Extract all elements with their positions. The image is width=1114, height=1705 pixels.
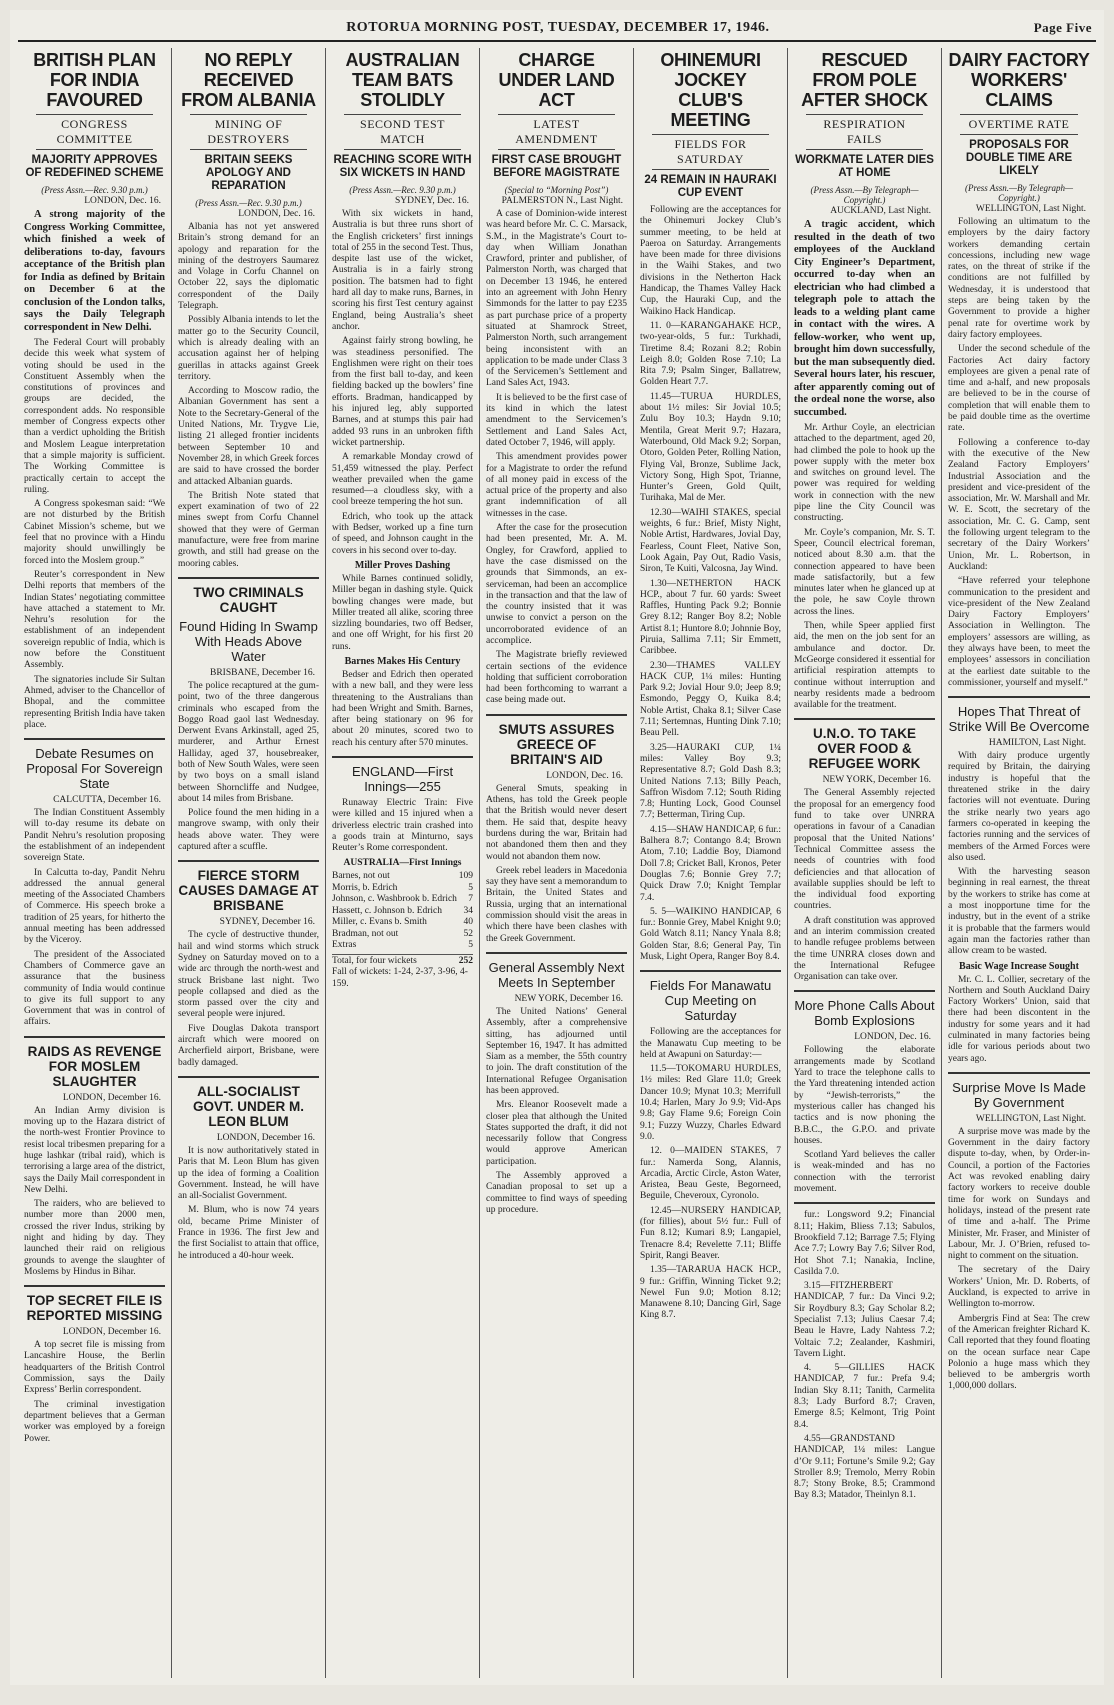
column-6	[788, 48, 942, 1678]
article-paragraph: A case of Dominion-wide interest was heard before Mr. C. C. Marsack, S.M., in the Magistrate’s Court to-day when William Jonathan Crawford, printer and publisher, of Palmerston North, was charged that on December 13 1946, he entered into an agreement with John Henry Simmonds for the latter to pay £235 as part purchase price of a property situated at Shamrock Street, Palmerston North, such arrangement being inconsistent with an application to be made under Class 3 of the Servicemen’s Settlement and Land Sales Act, 1943.	[486, 209, 627, 389]
article-dateline: PALMERSTON N., Last Night.	[501, 196, 623, 206]
article-paragraph: Following an ultimatum to the employers by the dairy factory workers demanding certain concessions, including new wage rates, on the threat of strike if the conditions are not fulfilled by Wednesday, it is understood that steps are being taken by the Government to provide a higher penal rate for overtime work by dairy factory employees.	[948, 217, 1090, 340]
article-paragraph: 2.30—THAMES VALLEY HACK CUP, 1¼ miles: Hunting Park 9.2; Jovial Hour 9.0; Jeep 8.9; Esmondo, Peggy O, Kuika 8.4; Noble Artist, Chaka 8.1; Silver Case 7.11; Sertemnas, Hunting Dink 7.10; Beau Pell.	[640, 660, 781, 739]
article-paragraph: 12. 0—MAIDEN STAKES, 7 fur.: Namerda Song, Alannis, Arcadia, Arctic Circle, Aston Water, Aristea, Beau Geste, Begorneed, Beguile, Cheveroux, Cyronolo.	[640, 1146, 781, 1202]
article-dateline: NEW YORK, December 16.	[514, 993, 623, 1004]
article-dateline: WELLINGTON, Last Night.	[975, 204, 1086, 214]
article-headline: Surprise Move Is Made By Government	[952, 1079, 1086, 1110]
article-dateline: SYDNEY, December 16.	[219, 917, 315, 928]
article-paragraph: With six wickets in hand, Australia is but three runs short of the English cricketers’ first innings total of 255 in the second Test. Thus, despite last use of the wicket, Australia is in a fairly strong position. The batsmen had to fight hard all day to make runs, Barnes, in scoring his first Test century against England, being Australia’s sheet anchor.	[332, 209, 473, 332]
article-deck: PROPOSALS FOR DOUBLE TIME ARE LIKELY	[965, 139, 1073, 177]
article	[178, 585, 319, 862]
article-paragraph: Bedser and Edrich then operated with a new ball, and they were less threatening to the Australians than had been Wright and Smith. Barnes, after being stationary on 96 for about 20 minutes, scored two to reach his century after 570 minutes.	[332, 669, 473, 748]
article-paragraph: General Smuts, speaking in Athens, has told the Greek people that the British would never desert them. He said that, despite heavy burdens during the war, Britain had not abandoned them then and they would not abandon them now.	[486, 783, 627, 862]
article	[948, 50, 1090, 698]
article-paragraph: A Congress spokesman said: “We are not disturbed by the British Cabinet Mission’s scheme, but we feel that no province with a Hindu majority should unwillingly be forced into the Moslem group.”	[24, 499, 165, 566]
page-number: Page Five	[1033, 20, 1092, 35]
masthead	[18, 16, 1096, 42]
article-paragraph: Albania has not yet answered Britain’s strong demand for an apology and reparation for the mining of the destroyers Saumarez and Volage in Corfu Channel on October 22, says the diplomatic correspondent of the Daily Telegraph.	[178, 222, 319, 312]
column-1	[18, 48, 172, 1678]
article-headline: RESCUED FROM POLE AFTER SHOCK	[801, 50, 928, 110]
article-paragraph: M. Blum, who is now 74 years old, became Prime Minister of France in 1936. The first Jew and the first Socialist to attain that office, he introduced a 40-hour week.	[178, 1205, 319, 1261]
article-paragraph: 4. 5—GILLIES HACK HANDICAP, 7 fur.: Prefa 9.4; Indian Sky 8.11; Tanith, Carmelita 8.3; Lady Burford 8.7; Craven, Emerge 8.5; Kelmont, Trig Point 8.4.	[794, 1363, 935, 1430]
article-paragraph: 5. 5—WAIKINO HANDICAP, 6 fur.: Bonnie Grey, Mabel Knight 9.0; Gold Watch 8.11; Nancy Ynala 8.8; Golden Star, 8.6; General Pay, Tin Musk, Light Opera, Ranger Boy 8.4.	[640, 906, 781, 962]
total-runs: 252	[458, 955, 473, 966]
article-paragraph: 1.35—TARARUA HACK HCP., 9 fur.: Griffin, Winning Ticket 9.2; Newel Fun 9.0; Motion 8.12; Manawene 8.10; Dancing Girl, Sage King 8.7.	[640, 1265, 781, 1321]
article-paragraph: Police found the men hiding in a mangrove swamp, with only their heads above water. They were captured after a scuffle.	[178, 808, 319, 853]
batsman-name: Johnson, c. Washbrook b. Edrich	[332, 894, 457, 905]
article-paragraph: The police recaptured at the gum-point, two of the three dangerous criminals who escaped from the Boggo Road gaol last Wednesday. Derwent Evans Arkinstall, aged 25, murderer, and Arthur Ernest Halliday, aged 37, housebreaker, both of New South Wales, were seen by two boys on a small island between Shorncliffe and Nudgee, about 14 miles from Brisbane.	[178, 680, 319, 804]
article-dateline: SYDNEY, Dec. 16.	[395, 196, 469, 206]
article	[24, 1293, 165, 1452]
article-headline: U.N.O. TO TAKE OVER FOOD & REFUGEE WORK	[808, 726, 921, 772]
column-5	[634, 48, 788, 1678]
article	[640, 50, 781, 972]
article-paragraph: Against fairly strong bowling, he was steadiness personified. The Englishmen were right on their toes from the first ball to-day, and keen fielding backed up the bowlers’ fine efforts. Bradman, handicapped by his injured leg, ably supported Barnes, and at stumps this pair had added 93 runs in an unbroken fifth wicket partnership.	[332, 336, 473, 448]
scoreboard-row	[332, 929, 473, 941]
article-paragraph: The Magistrate briefly reviewed certain sections of the evidence holding that sufficient corroboration had been forthcoming to warrant a case being made out.	[486, 650, 627, 706]
article-paragraph: Possibly Albania intends to let the matter go to the Security Council, which is already dealing with an accusation against her of helping guerillas in attacks against Greek territory.	[178, 315, 319, 382]
article-credit: (Press Assn.—Rec. 9.30 p.m.)	[195, 198, 302, 208]
article-crosshead: Barnes Makes His Century	[344, 655, 461, 667]
article-subhead: FIELDS FOR SATURDAY	[652, 134, 769, 170]
article-deck: FIRST CASE BROUGHT BEFORE MAGISTRATE	[491, 154, 622, 179]
article-headline: General Assembly Next Meets In September	[488, 959, 625, 990]
article-headline: FIERCE STORM CAUSES DAMAGE AT BRISBANE	[178, 868, 319, 914]
cricket-scoreboard	[332, 858, 473, 991]
article	[332, 764, 473, 998]
scoreboard-row	[332, 883, 473, 895]
scoreboard-total	[332, 954, 473, 968]
article-paragraph: With the harvesting season beginning in real earnest, the threat by the workers to strike has come at a most inopportune time for the industry, but in the event of a strike it is probable that the farmers would again man the factories rather than allow cream to be wasted.	[948, 867, 1090, 957]
article-paragraph: The British Note stated that expert examination of two of 22 mines swept from Corfu Channel showed that they were of German manufacture, were free from marine growth, and still had grease on the mooring cables.	[178, 490, 319, 569]
article-paragraph: fur.: Longsword 9.2; Financial 8.11; Hakim, Bliess 7.13; Sabulos, Brookfield 7.12; Barrage 7.5; Flying Ace 7.7; Lowry Bay 7.6; Silver Rod, Hot Shot 7.1; Nanakia, Incline, Casilda 7.0.	[794, 1210, 935, 1277]
article-dateline: LONDON, Dec. 16.	[546, 770, 623, 781]
article-paragraph: A draft constitution was approved and an interim commission created to handle refugee problems between the time UNRRA closes down and the International Refugee Organisation can take over.	[794, 915, 935, 983]
article-paragraph: The criminal investigation department believes that a German worker was employed by a foreign Power.	[24, 1399, 165, 1444]
article-paragraph: 3.25—HAURAKI CUP, 1¼ miles: Valley Boy 9.3; Representative 8.7; Gold Dash 8.3; United Nations 7.13; Billy Peach, Saffron Wisdom 7.12; South Riding 7.8; Hunting Lock, Good Counsel 7.7; Betterman, Tiring Cup.	[640, 742, 781, 821]
batsman-name: Bradman, not out	[332, 928, 399, 939]
article	[794, 998, 935, 1204]
batsman-runs: 7	[468, 894, 473, 905]
batsman-runs: 52	[463, 928, 473, 939]
scoreboard-row	[332, 906, 473, 918]
article-deck: WORKMATE LATER DIES AT HOME	[795, 154, 934, 179]
article-paragraph: Mr. Arthur Coyle, an electrician attached to the department, aged 20, had climbed the pole to hook up the power supply with the meter box and switches on ground level. The power was required for welding work in connection with the new pipe line the City Council was constructing.	[794, 423, 935, 524]
article-paragraph: Edrich, who took up the attack with Bedser, worked up a fine turn of speed, and Johnson caught in the covers in his second over to-day.	[332, 511, 473, 556]
article-paragraph: Ambergris Find at Sea: The crew of the American freighter Richard K. Call reported that they found floating on the ocean surface near Cape Polonio a huge mass which they believed to be ambergris worth 1,000,000 dollars.	[948, 1313, 1090, 1392]
masthead-title: ROTORUA MORNING POST, TUESDAY, DECEMBER 17, 1946.	[346, 20, 770, 35]
article-paragraph: The raiders, who are believed to number more than 2000 men, crossed the river Indus, striking by night and hiding by day. They launched their raid on religious grounds to avenge the slaughter of Moslems by Hindus in Bihar.	[24, 1199, 165, 1277]
article-paragraph: The Assembly approved a Canadian proposal to set up a committee to find ways of speeding up procedure.	[486, 1171, 627, 1215]
article-paragraph: The president of the Associated Chambers of Commerce gave an assurance that the business community of India would continue to give its full support to any Government that was in control of affairs.	[24, 949, 165, 1028]
article-paragraph: The cycle of destructive thunder, hail and wind storms which struck Sydney on Saturday moved on to a wide arc through the north-west and struck Brisbane last night. Two people collapsed and died as the storm passed over the city and several people were injured.	[178, 930, 319, 1020]
article-paragraph: In Calcutta to-day, Pandit Nehru addressed the annual general meeting of the Associated Chambers of Commerce. His speech broke a tradition of 25 years, for hitherto the annual meeting has been addressed by the Viceroy.	[24, 867, 165, 946]
article-paragraph: The Indian Constituent Assembly will to-day resume its debate on Pandit Nehru’s resolution proposing the establishment of an independent sovereign State.	[24, 808, 165, 864]
article-deck: MAJORITY APPROVES OF REDEFINED SCHEME	[25, 154, 164, 179]
article-dateline: HAMILTON, Last Night.	[988, 738, 1086, 749]
article-paragraph: While Barnes continued solidly, Miller began in dashing style. Quick bowling changes were made, but Miller treated all alike, scoring three sizzling boundaries, two off Bedser, and one off Wright, for his first 20 runs.	[332, 573, 473, 652]
article-subhead: SECOND TEST MATCH	[344, 114, 461, 150]
batsman-name: Miller, c. Evans b. Smith	[332, 917, 427, 928]
article	[948, 1080, 1090, 1400]
article-subhead: MINING OF DESTROYERS	[190, 114, 307, 150]
article-credit: (Press Assn.—Rec. 9.30 p.m.)	[41, 185, 148, 195]
article	[794, 1210, 935, 1508]
article-paragraph: The secretary of the Dairy Workers’ Union, Mr. D. Roberts, of Auckland, is expected to arrive in Wellington to-morrow.	[948, 1265, 1090, 1310]
batsman-runs: 109	[458, 871, 473, 882]
article	[178, 868, 319, 1078]
article-paragraph: Following are the acceptances for the Ohinemuri Jockey Club’s summer meeting, to be held at Paeroa on Saturday. Arrangements have been made for three divisions in the Waihi Stakes, and two divisions in the Netherton Hack Handicap, the Thames Valley Hack Cup, the Hauraki Cup, and the Waikino Hack Handicap.	[640, 205, 781, 317]
column-2	[172, 48, 326, 1678]
article-paragraph: Following a conference to-day with the executive of the New Zealand Factory Employers’ Industrial Association and the president and vice-president of the association, Mr. W. Marshall and Mr. W. E. Scott, the secretary of the association, Mr. C. G. Camp, sent the following urgent telegram to the secretary of the Dairy Workers’ Union, Mr. L. Robertson, in Auckland:	[948, 437, 1090, 572]
article-credit: (Press Assn.—By Telegraph—Copyright.)	[810, 185, 919, 205]
article-headline: More Phone Calls About Bomb Explosions	[794, 998, 935, 1029]
column-7	[942, 48, 1096, 1678]
article	[24, 50, 165, 740]
article-credit: (Press Assn.—Rec. 9.30 p.m.)	[349, 185, 456, 195]
article-paragraph: After the case for the prosecution had been presented, Mr. A. M. Ongley, for Crawford, applied to have the case dismissed on the grounds that Simmonds, an ex-serviceman, had been an accomplice in the transaction and that the law of the country insisted that it was unwise to convict a person on the uncorroborated evidence of an accomplice.	[486, 523, 627, 646]
article-dateline: BRISBANE, December 16.	[209, 667, 315, 678]
article-subhead: RESPIRATION FAILS	[806, 114, 923, 150]
article-paragraph: Under the second schedule of the Factories Act dairy factory employees are given a penal rate of time and a-half, and new proposals are believed to be in the course of completion that will enable them to be paid double time as the overtime rate.	[948, 344, 1090, 434]
article-paragraph: Then, while Speer applied first aid, the men on the job sent for an ambulance and doctor. Dr. McGeorge considered it essential for artificial respiration attempts to continue without interruption and nearby residents made a bedroom available for the treatment.	[794, 621, 935, 711]
article	[794, 726, 935, 992]
article-dateline: LONDON, Dec. 16.	[854, 1032, 931, 1043]
article-paragraph: A surprise move was made by the Government in the dairy factory dispute to-day, when, by Order-in-Council, a portion of the Factories Act was revoked enabling dairy factory workers to receive double time for work on Sundays and holidays, instead of the present rate of time and a-half. The Prime Minister, Mr. Fraser, and Minister of Labour, Mr. J. O’Brien, refused to-night to comment on the situation.	[948, 1126, 1090, 1262]
article-paragraph: Following are the acceptances for the Manawatu Cup meeting to be held at Awapuni on Saturday:—	[640, 1027, 781, 1060]
article-headline: ENGLAND—First Innings—255	[351, 764, 454, 795]
column-3	[326, 48, 480, 1678]
article-paragraph: Greek rebel leaders in Macedonia say they have sent a memorandum to Britain, the United States and Russia, urging that an international commission should visit the areas in which there have been clashes with the Greek Government.	[486, 865, 627, 944]
article-paragraph: The Federal Court will probably decide this week what system of voting should be used in the Constituent Assembly when the constitutions of provinces and groups are decided, the correspondent adds. No responsible member of Congress expects other than a verdict upholding the British and Moslem League interpretation that a simple majority is sufficient. The Working Committee is practically certain to accept the ruling.	[24, 338, 165, 495]
article-dateline: LONDON, Dec. 16.	[238, 209, 315, 219]
scoreboard-row	[332, 894, 473, 906]
batsman-name: Morris, b. Edrich	[332, 882, 398, 893]
batsman-runs: 5	[468, 882, 473, 893]
article-deck: Found Hiding In Swamp With Heads Above Water	[179, 618, 318, 664]
article-paragraph: A remarkable Monday crowd of 51,459 witnessed the play. Perfect weather prevailed when the game resumed—a cloudless sky, with a cool breeze tempering the hot sun.	[332, 452, 473, 508]
total-label: Total, for four wickets	[332, 955, 417, 966]
article-credit: (Special to “Morning Post”)	[504, 185, 609, 195]
article-paragraph: A top secret file is missing from Lancashire House, the Berlin headquarters of the British Control Commission, says the Daily Express’ Berlin correspondent.	[24, 1340, 165, 1396]
article-paragraph: 4.15—SHAW HANDICAP, 6 fur.: Balhera 8.7; Contango 8.4; Brown Atom, 7.10; Laddie Boy, Diamond Doll 7.8; Cricket Ball, Kronos, Peter Douglas 7.6; Bonnie Grey 7.7; Quick Draw 7.0; Knight Templar 7.4.	[640, 824, 782, 903]
article	[486, 722, 627, 954]
article-paragraph: 3.15—FITZHERBERT HANDICAP, 7 fur.: Da Vinci 9.2; Sir Roydbury 8.3; Gay Scholar 8.2; Specialist 7.13; Julius Caesar 7.4; Beau le Havre, Lady Nahtess 7.2; Voltaic 7.2; Zealander, Kashmiri, Tavern Light.	[794, 1281, 935, 1359]
scoreboard-row	[332, 917, 473, 929]
scoreboard-row	[332, 940, 473, 952]
article-headline: CHARGE UNDER LAND ACT	[498, 50, 615, 110]
article-paragraph: Mrs. Eleanor Roosevelt made a closer plea that although the United States supported the draft, it did not necessarily follow that Congress would approve American participation.	[486, 1100, 627, 1167]
article-dateline: AUCKLAND, Last Night.	[830, 206, 931, 216]
article-headline: TWO CRIMINALS CAUGHT	[193, 584, 304, 615]
article-paragraph: This amendment provides power for a Magistrate to order the refund of all money paid in excess of the actual price of the property and also grant indemnification of all witnesses in the case.	[486, 452, 627, 519]
article-dateline: NEW YORK, December 16.	[822, 775, 931, 786]
article-paragraph: 11. 0—KARANGAHAKE HCP., two-year-olds, 5 fur.: Turkhadi, Tiretime 8.4; Rozani 8.2; Robin Leigh 8.0; Golden Rose 7.10; La Rita 7.9; Psalm Singer, Ballatrew, Golden Heart 7.7.	[640, 320, 781, 388]
batsman-name: Hassett, c. Johnson b. Edrich	[332, 905, 443, 916]
newspaper-page	[10, 10, 1104, 1685]
article-paragraph: Scotland Yard believes the caller is weak-minded and has no connection with the terrorist movement.	[794, 1150, 935, 1195]
article-headline: Debate Resumes on Proposal For Sovereign State	[26, 746, 163, 792]
article-paragraph: It is now authoritatively stated in Paris that M. Leon Blum has given up the idea of forming a Coalition Government. Instead, he will have an all-Socialist Government.	[178, 1145, 319, 1202]
article-subhead: OVERTIME RATE	[960, 114, 1078, 135]
article-headline: RAIDS AS REVENGE FOR MOSLEM SLAUGHTER	[27, 1043, 162, 1089]
scoreboard-row	[332, 871, 473, 883]
article-paragraph: According to Moscow radio, the Albanian Government has sent a Note to the Secretary-General of the United Nations, Mr. Trygve Lie, listing 21 alleged frontier incidents between September 10 and November 28, in which Greek forces are said to have crossed the border and attacked Albanian guards.	[178, 386, 319, 487]
columns	[18, 48, 1096, 1678]
article-headline: NO REPLY RECEIVED FROM ALBANIA	[181, 50, 316, 110]
article-subhead: CONGRESS COMMITTEE	[36, 114, 153, 150]
batsman-runs: 5	[468, 940, 473, 951]
article-dateline: LONDON, Dec. 16.	[84, 196, 161, 206]
article-paragraph: Five Douglas Dakota transport aircraft which were moored on Archerfield airport, Brisbane, were badly damaged.	[178, 1023, 319, 1068]
article-paragraph: With dairy produce urgently required by Britain, the dairying industry is hopeful that the threatened strike in the dairy factories will not eventuate. During the strike nearly two years ago farmers co-operated in keeping the factories running and the services of members of the Armed Forces were also used.	[948, 751, 1090, 863]
article-subhead: LATEST AMENDMENT	[498, 114, 615, 150]
article-dateline: LONDON, December 16.	[62, 1327, 161, 1338]
batsman-runs: 40	[463, 917, 473, 928]
article-credit: (Press Assn.—By Telegraph—Copyright.)	[965, 183, 1073, 203]
article	[24, 746, 165, 1038]
article-crosshead: Miller Proves Dashing	[354, 559, 451, 571]
article	[486, 50, 627, 716]
article-paragraph: Reuter’s correspondent in New Delhi reports that members of the Indian States’ negotiating committee have attached a statement to Mr. Nehru’s resolution for the establishment of an independent sovereign republic of India, which is now before the Constituent Assembly.	[24, 569, 165, 671]
article-paragraph: It is believed to be the first case of its kind in which the latest amendment to the Servicemen’s Settlement and Land Sales Act, dated October 7, 1946, will apply.	[486, 392, 627, 448]
article	[486, 960, 627, 1223]
article-paragraph: 12.45—NURSERY HANDICAP, (for fillies), about 5½ fur.: Full of Fun 8.12; Kumari 8.9; Langapiel, Trenacre 8.4; Revelette 7.11; Bliffe Spirit, Rangi Beaver.	[640, 1205, 781, 1261]
article-dateline: WELLINGTON, Last Night.	[975, 1113, 1086, 1124]
article-paragraph: Mr. C. L. Collier, secretary of the Northern and South Auckland Dairy Factory Workers’ Union, said that there had been discontent in the industry for some years and it had culminated in many factories being idle for various periods about two years ago.	[948, 974, 1090, 1064]
article-paragraph: The signatories include Sir Sultan Ahmed, adviser to the Chancellor of Bhopal, and the committee representing British India have taken place.	[24, 674, 165, 730]
article-paragraph: Following the elaborate arrangements made by Scotland Yard to trace the telephone calls to the Yard threatening intended action by “Jewish-terrorists,” the mysterious caller has changed his tactics and is now phoning the B.B.C., the G.P.O. and private houses.	[794, 1045, 935, 1146]
article-paragraph: The General Assembly rejected the proposal for an emergency food fund to take over UNRRA operations in favour of a Canadian proposal that the United Nations’ Technical Committee assess the needs of countries with food deficiencies and that allocation of available supplies should be left to the individual food exporting countries.	[794, 788, 935, 912]
article-dateline: CALCUTTA, December 16.	[53, 795, 161, 806]
article-deck: 24 REMAIN IN HAURAKI CUP EVENT	[644, 174, 777, 199]
article-paragraph: Runaway Electric Train: Five were killed and 15 injured when a driverless electric train crashed into a goods train at Minturno, says Reuter’s Rome correspondent.	[332, 798, 473, 854]
article-headline: ALL-SOCIALIST GOVT. UNDER M. LEON BLUM	[192, 1083, 304, 1129]
batsman-name: Extras	[332, 940, 357, 951]
article-deck: REACHING SCORE WITH SIX WICKETS IN HAND	[333, 154, 472, 179]
article-paragraph: 4.55—GRANDSTAND HANDICAP, 1¼ miles: Langue d’Or 9.11; Fortune’s Smile 9.2; Gay Stroller 8.9; Tremolo, Merry Robin 8.7; Stony Broke, 8.5; Crammond Bay 8.3; Matador, Theinlyn 8.1.	[794, 1433, 935, 1501]
article-headline: TOP SECRET FILE IS REPORTED MISSING	[26, 1293, 163, 1324]
article-paragraph: 11.5—TOKOMARU HURDLES, 1½ miles: Red Glare 11.0; Greek Dancer 10.9; Mynat 10.3; Merrifull 10.4; Harlen, Mary Jo 9.9; Vid-Aps 9.8; Gay Flame 9.6; Foreign Coin 9.1; Fuzzy Wuzzy, Charles Edward 9.0.	[640, 1064, 781, 1142]
scoreboard-subhead: AUSTRALIA—First Innings	[343, 857, 462, 868]
article-deck: BRITAIN SEEKS APOLOGY AND REPARATION	[204, 154, 293, 192]
fall-of-wickets: Fall of wickets: 1-24, 2-37, 3-96, 4-159.	[332, 967, 468, 989]
article-paragraph: 12.30—WAIHI STAKES, special weights, 6 fur.: Brief, Misty Night, Noble Artist, Hardwares, Jovial Day, Fearless, Count Fleet, Native Son, Look Again, Pay Out, Radio Vasis, Siron, Te Kuiti, Valcosna, Jay Wind.	[640, 507, 781, 575]
article	[332, 50, 473, 758]
article	[640, 978, 781, 1328]
article-lead: A strong majority of the Congress Working Committee, which finished a week of deliberations to-day, favours acceptance of the British plan for India as defined by Britain on December 6 at the conclusion of the London talks, says the Daily Telegraph correspondent in New Delhi.	[24, 209, 165, 333]
article-paragraph: 1.30—NETHERTON HACK HCP., about 7 fur. 60 yards: Sweet Raffles, Hunting Pack 9.2; Bonnie Grey 8.12; Ranger Boy 8.2; Noble Artist 8.1; Huntore 8.0; Johnnie Boy, Piruia, Sallima 7.11; Sir Emmett, Caribbee.	[640, 578, 781, 657]
batsman-name: Barnes, not out	[332, 871, 390, 882]
article-paragraph: An Indian Army division is moving up to the Hazara district of the north-west Frontier Province to resist local tribesmen preparing for a huge lashkar (tribal raid), which is terrorising a large area of the district, says the Daily Mail correspondent in New Delhi.	[24, 1105, 165, 1195]
article-headline: OHINEMURI JOCKEY CLUB'S MEETING	[660, 50, 761, 130]
article-paragraph: Mr. Coyle’s companion, Mr. S. T. Speer, Council electrical foreman, noticed about 8.30 a.m. that the connection appeared to have been made satisfactorily, but a few minutes later when he glanced up at the pole, he saw Coyle thrown across the lines.	[794, 527, 935, 617]
article-dateline: LONDON, December 16.	[216, 1132, 315, 1143]
article	[178, 1084, 319, 1269]
article	[24, 1044, 165, 1287]
article	[948, 704, 1090, 1074]
article-headline: AUSTRALIAN TEAM BATS STOLIDLY	[345, 50, 460, 110]
article-headline: BRITISH PLAN FOR INDIA FAVOURED	[33, 50, 156, 110]
article-headline: DAIRY FACTORY WORKERS' CLAIMS	[948, 50, 1090, 110]
article-paragraph: “Have referred your telephone communication to the president and vice-president of the New Zealand Dairy Factory Employers’ Association in Wellington. The employers’ assessors are willing, as they always have been, to meet the employees’ assessors in conciliation at the earliest date suitable to the commissioner, yourself and myself.”	[948, 576, 1090, 688]
column-4	[480, 48, 634, 1678]
article-paragraph: 11.45—TURUA HURDLES, about 1½ miles: Sir Jovial 10.5; Zulu Boy 10.3; Haydn 9.10; Mentila, Great Merit 9.7; Hazara, Waterbound, Old Mack 9.2; Sorpan, Otoro, Golden Peter, Rolling Nation, Flying Val, Bronze, Sublime Jack, Victory Song, High Spot, Trianne, Hunter’s Green, Gold Quilt, Turihaka, Mal de Mer.	[640, 391, 781, 504]
article-headline: Hopes That Threat of Strike Will Be Overcome	[948, 704, 1090, 735]
article-lead: A tragic accident, which resulted in the death of two employees of the Auckland City Engineer’s Department, occurred to-day when an electrician who had climbed a telegraph pole to attach the leads to a welding plant came in contact with the wires. A fellow-worker, who went up, brought him down successfully, but the man subsequently died. Several hours later, his rescuer, after apparently coming out of the ordeal none the worse, also succumbed.	[794, 219, 935, 418]
article-headline: Fields For Manawatu Cup Meeting on Saturday	[649, 978, 772, 1024]
article-dateline: LONDON, December 16.	[62, 1092, 161, 1103]
article-crosshead: Basic Wage Increase Sought	[959, 960, 1079, 972]
batsman-runs: 34	[463, 905, 473, 916]
article	[178, 50, 319, 579]
article	[794, 50, 935, 720]
article-paragraph: The United Nations’ General Assembly, after a comprehensive sitting, has adjourned until September 16, 1947. It has admitted Siam as a member, the 55th country to join. The draft constitution of the International Refugee Organisation has been approved.	[486, 1006, 627, 1096]
article-headline: SMUTS ASSURES GREECE OF BRITAIN'S AID	[498, 721, 615, 767]
